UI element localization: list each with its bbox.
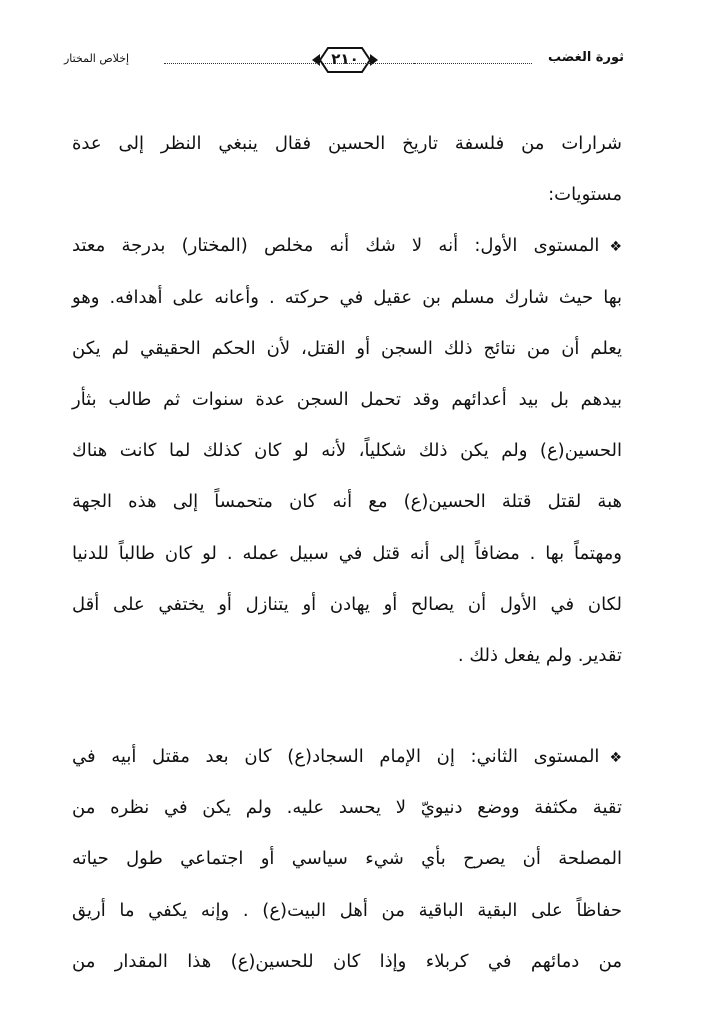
- paragraph-gap: [72, 685, 622, 735]
- text-line: حفاظاً على البقية الباقية من أهل البيت(ع) . وإنه يكفي ما أريق: [72, 899, 622, 921]
- page-number-ornament: [310, 44, 380, 76]
- text-line: لكان في الأول أن يصالح أو يهادن أو يتنازل أو يختفي على أقل: [72, 593, 622, 615]
- header-dotted-leader: [414, 63, 532, 64]
- text-line: تقية مكثفة ووضع دنيويّ لا يحسد عليه. ولم يكن في نظره من: [72, 797, 622, 819]
- text-line: الحسين(ع) ولم يكن ذلك شكلياً، لأنه لو كان كذلك لما كانت هناك: [72, 440, 622, 462]
- text-line: ومهتماً بها . مضافاً إلى أنه قتل في سبيل عمله . لو كان طالباً للدنيا: [72, 542, 622, 564]
- text-line: بيدهم بل بيد أعدائهم وقد تحمل السجن عدة سنوات ثم طالب بثأر: [72, 388, 622, 410]
- running-title: ثورة الغضب: [548, 50, 624, 65]
- text-line: هبة لقتل قتلة الحسين(ع) مع أنه كان متحمساً إلى هذه الجهة: [72, 491, 622, 513]
- bullet-icon: ❖: [609, 239, 622, 256]
- text-line: شرارات من فلسفة تاريخ الحسين فقال ينبغي النظر إلى عدة: [72, 133, 622, 154]
- text-line: المستوى الأول: أنه لا شك أنه مخلص (المختار) بدرجة معتد: [72, 235, 600, 257]
- text-line: من دمائهم في كربلاء وإذا كان للحسين(ع) هذا المقدار من: [72, 950, 622, 972]
- bullet-icon: ❖: [609, 750, 622, 767]
- text-line-bulleted: [72, 224, 622, 275]
- text-line: تقدير. ولم يفعل ذلك .: [457, 644, 622, 666]
- page-body: [72, 122, 622, 991]
- text-line: مستويات:: [548, 184, 622, 206]
- text-line-bulleted: [72, 735, 622, 786]
- text-line: المستوى الثاني: إن الإمام السجاد(ع) كان بعد مقتل أبيه في: [72, 746, 600, 768]
- author-name: إخلاص المختار: [64, 52, 130, 65]
- page-number: ٢١٠: [331, 50, 359, 68]
- page-header: [64, 44, 624, 78]
- text-line: المصلحة أن يصرح بأي شيء سياسي أو اجتماعي طول حياته: [72, 848, 622, 870]
- header-dotted-leader: [164, 63, 424, 64]
- text-line: بها حيث شارك مسلم بن عقيل في حركته . وأعانه على أهدافه. وهو: [72, 286, 622, 308]
- text-line: يعلم أن من نتائج ذلك السجن أو القتل، لأن الحكم الحقيقي لم يكن: [72, 337, 622, 359]
